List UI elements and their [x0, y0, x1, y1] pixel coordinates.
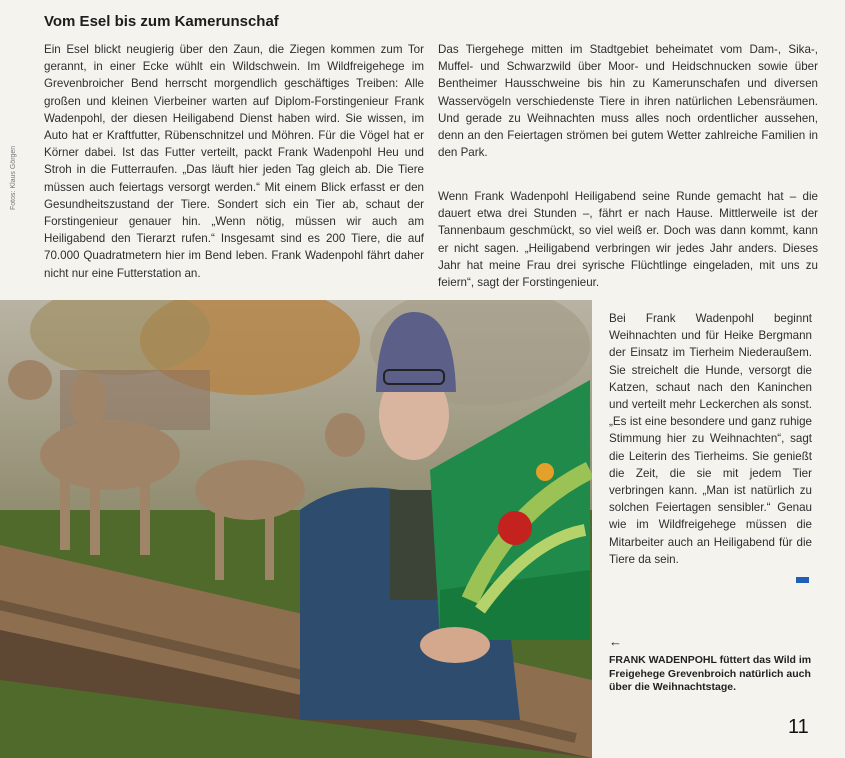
- article-column-3: Bei Frank Wadenpohl beginnt Weihnachten und für Heike Bergmann der Einsatz im Tierheim Niederaußem. Sie streichelt die Hunde, versorgt die Katzen, schaut nach den Kaninchen und verteilt mehr Leckerchen als sonst. „Es ist eine besondere und ganz ruhige Stimmung hier zu Weihnachten“, sagt die Leiterin des Tierheims. Sie genießt die Zeit, die sie mit jedem Tier verbringen kann. „Man ist natürlich zu solchen Feiertagen sensibler.“ Genau wie im Wildfreigehege müssen die Mitarbeiter auch an Heiligabend für die Tiere da sein.: [609, 312, 812, 566]
- article-column-2-paragraph-1: Das Tiergehege mitten im Stadtgebiet beheimatet vom Dam-, Sika-, Muffel- und Schwarzwild über Moor- und Heidschnucken sowie über Bentheimer Hausschweine bis hin zu Kamerunschafen und diversen Wasservögeln verschiedenste Tiere in ihren natürlichen Lebensräumen. Und gerade zu Weihnachten muss alles noch ordentlicher aussehen, denn an den Feiertagen strömen bei gutem Wetter zahlreiche Familien in den Park.: [438, 43, 818, 160]
- article-column-2-paragraph-2: Wenn Frank Wadenpohl Heiligabend seine Runde gemacht hat – die dauert etwa drei Stunden –, fährt er nach Hause. Mittlerweile ist der Tannenbaum geschmückt, so viel weiß er. Doch was dann kommt, kann er nicht sagen. „Heiligabend verbringen wir jedes Jahr anders. Dieses Jahr hat meine Frau drei syrische Flüchtlinge eingeladen, mit uns zu feiern“, sagt der Forstingenieur.: [438, 190, 818, 290]
- article-headline: Vom Esel bis zum Kamerunschaf: [44, 13, 279, 30]
- feeding-photo: [0, 300, 592, 758]
- page-number: 11: [788, 716, 809, 738]
- article-end-mark: [796, 577, 809, 583]
- photo-credit: Fotos: Klaus Görgen: [10, 145, 17, 210]
- article-column-1: Ein Esel blickt neugierig über den Zaun, die Ziegen kommen zum Tor gerannt, in einer Ecke wühlt ein Wildschwein. Im Wildfreigehege im Grevenbroicher Bend herrscht morgendlich geschäftiges Treiben: Alle großen und kleinen Vierbeiner warten auf Diplom-Forstingenieur Frank Wadenpohl, der diesen Heiligabend Dienst haben wird. Sie wissen, im Auto hat er Kraftfutter, Rübenschnitzel und Möhren. Für die Vögel hat er Körner dabei. Ist das Futter verteilt, packt Frank Wadenpohl Heu und Stroh in die Futterraufen. „Das läuft hier jeden Tag gleich ab. Die Tiere müssen auch feiertags versorgt werden.“ Mit einem Blick erfasst er den Gesundheitszustand der Tiere. Sondert sich ein Tier ab, schaut der Forstingenieur genauer hin. „Wenn nötig, müssen wir auch am Heiligabend den Tierarzt rufen.“ Insgesamt sind es 200 Tiere, die auf 70.000 Quadratmetern hier im Bend leben. Frank Wadenpohl fährt daher nicht nur eine Futterstation an.: [44, 43, 424, 280]
- photo-caption: FRANK WADENPOHL füttert das Wild im Freigehege Grevenbroich natürlich auch über die Weihnachtstage.: [609, 654, 812, 693]
- caption-arrow-icon: ←: [609, 634, 622, 649]
